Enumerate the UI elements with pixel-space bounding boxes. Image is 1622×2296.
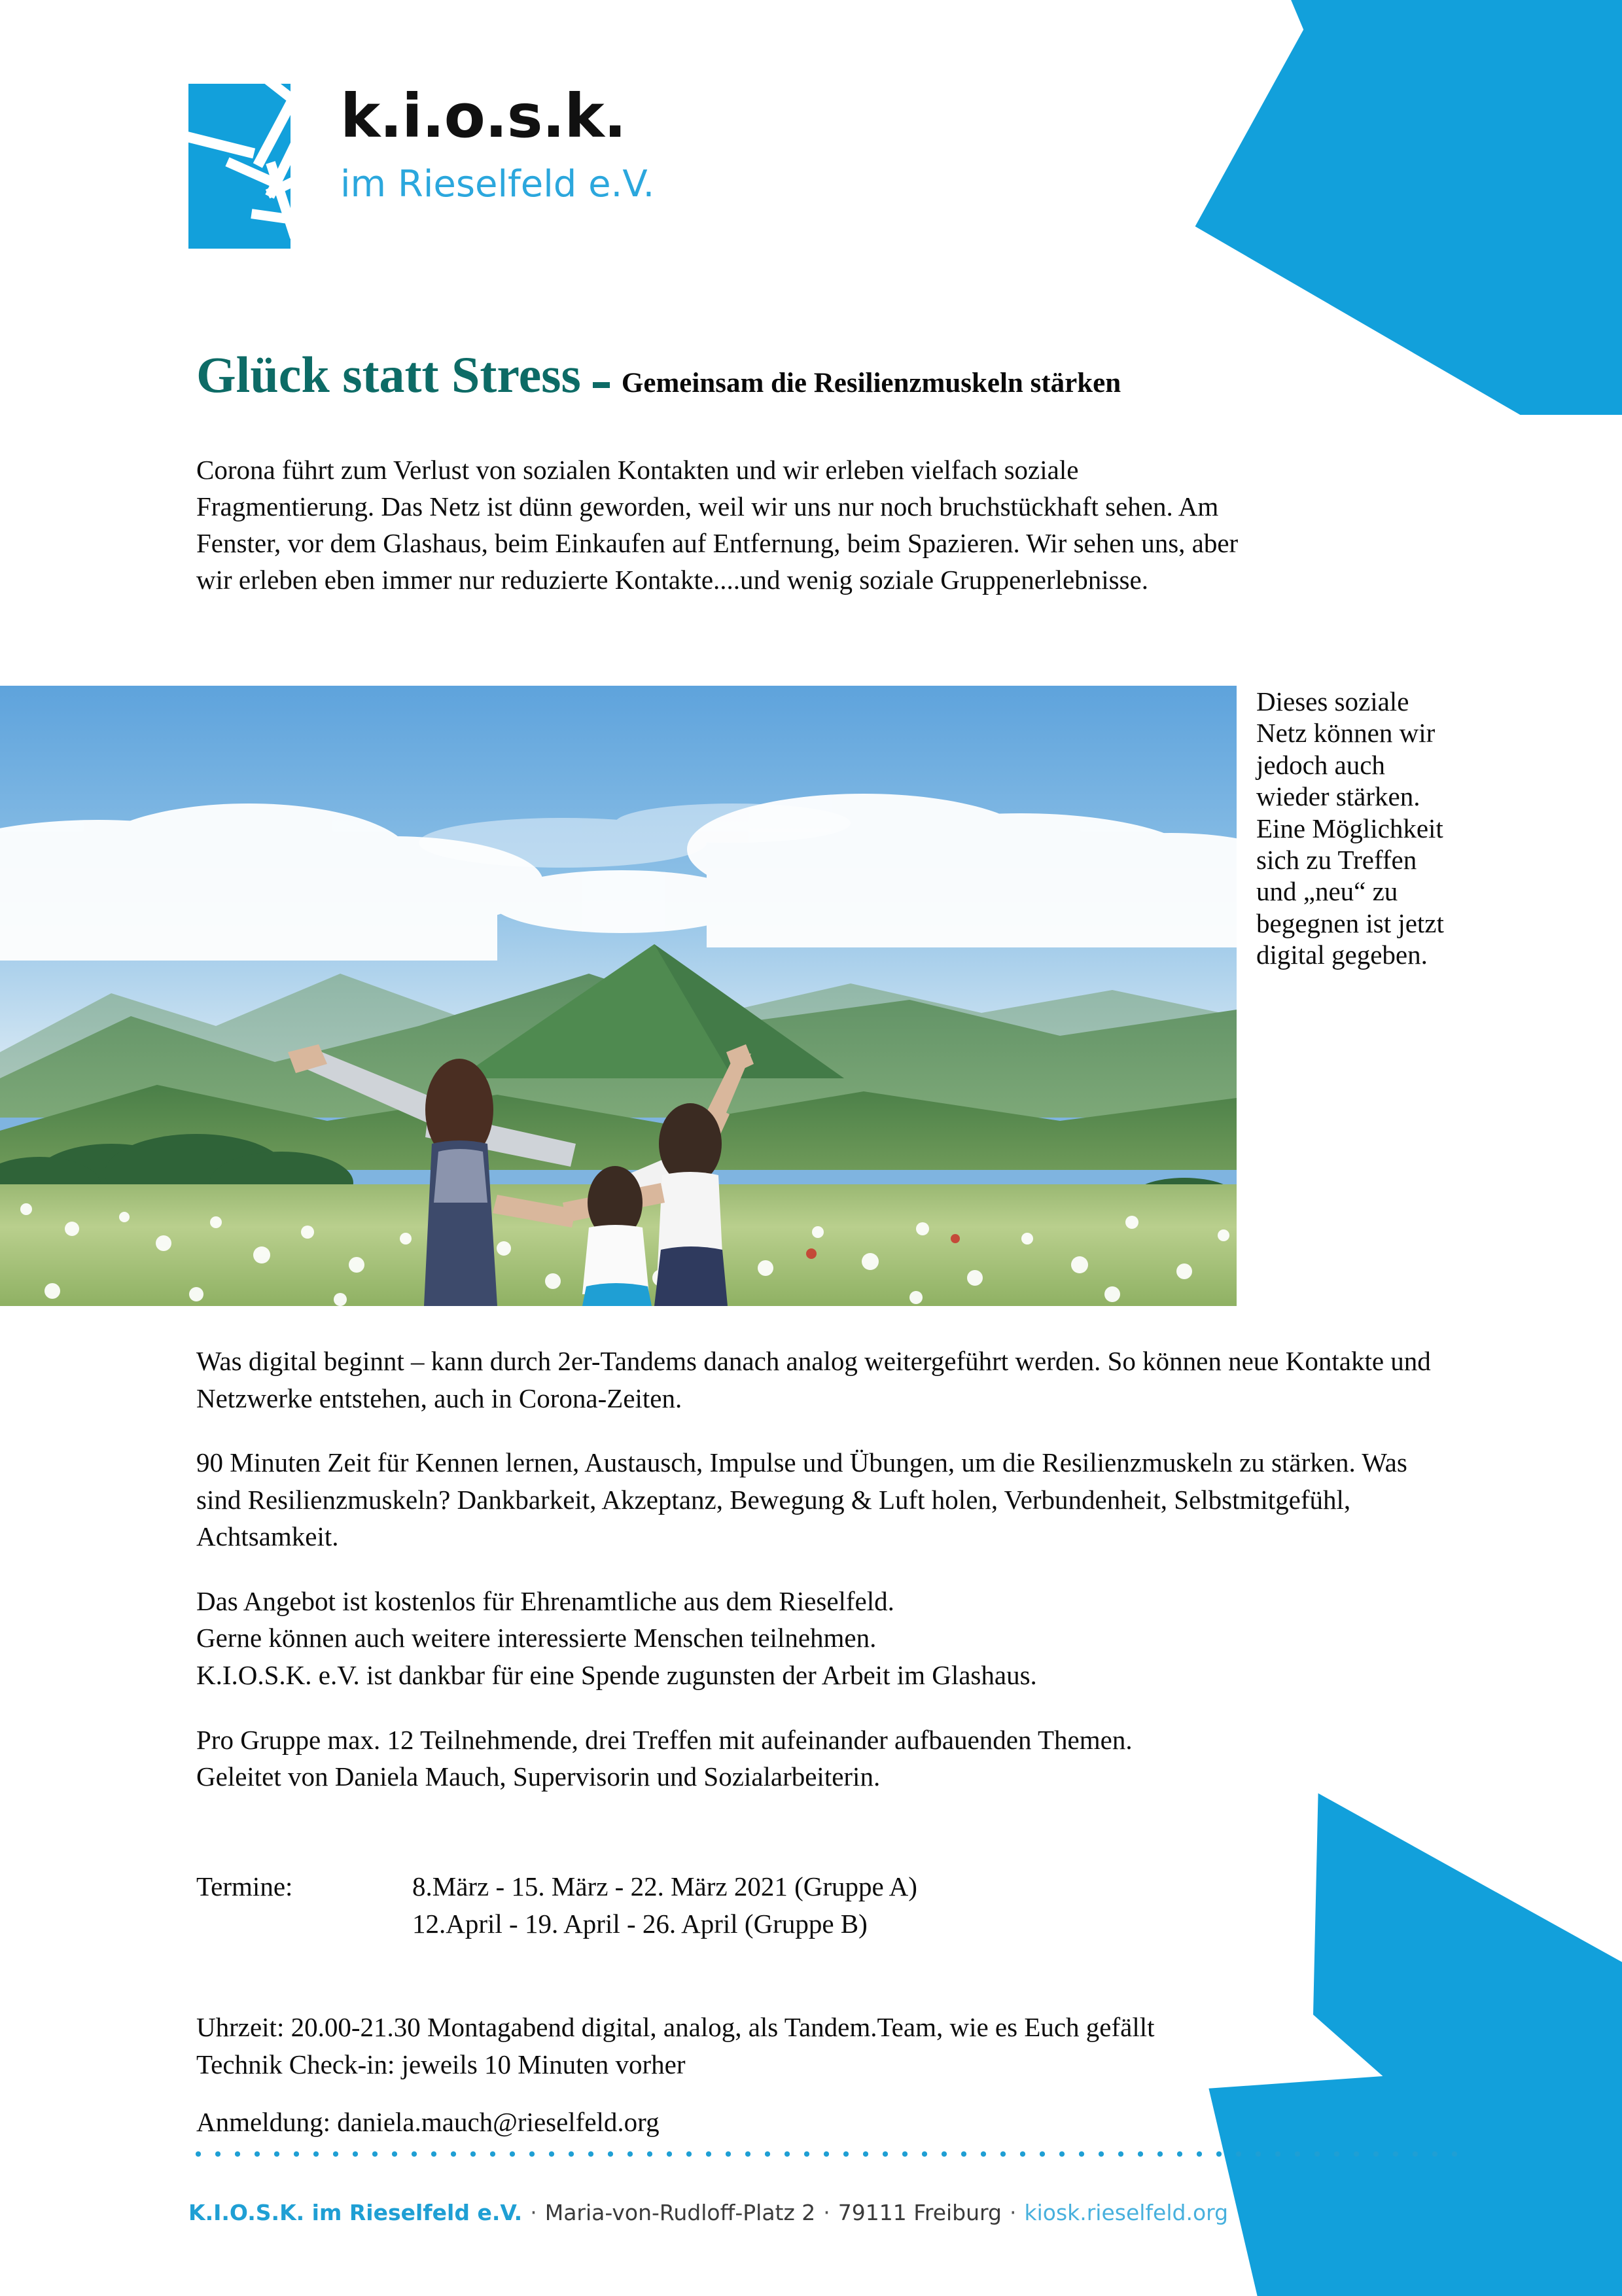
paragraph-kosten (196, 1583, 1439, 1694)
termine-group-b: 12.April - 19. April - 26. April (Gruppe B) (412, 1908, 868, 1939)
uhrzeit-block (196, 2009, 1155, 2083)
paragraph-tandem: Was digital beginnt – kann durch 2er-Tandems danach analog weitergeführt werden. So können neue Kontakte und Netzwerke entstehen, auch in Corona-Zeiten. (196, 1346, 1431, 1413)
hero-photo (0, 686, 1237, 1306)
uhrzeit-line: Uhrzeit: 20.00-21.30 Montagabend digital, analog, als Tandem.Team, wie es Euch gefällt (196, 2012, 1155, 2042)
decorative-shape-top-right (1157, 0, 1622, 415)
kosten-line-3: K.I.O.S.K. e.V. ist dankbar für eine Spende zugunsten der Arbeit im Glashaus. (196, 1660, 1037, 1691)
kosten-line-1: Das Angebot ist kostenlos für Ehrenamtliche aus dem Rieselfeld. (196, 1585, 894, 1616)
footer-street: Maria-von-Rudloff-Platz 2 (544, 2200, 816, 2225)
footer-separator-3-icon: · (1009, 2200, 1017, 2225)
footer-org-name: K.I.O.S.K. im Rieselfeld e.V. (188, 2200, 523, 2225)
logo-main-text: k.i.o.s.k. (340, 81, 626, 151)
paragraph-gruppe (196, 1722, 1439, 1795)
termine-label: Termine: (196, 1871, 293, 1901)
headline-dash-icon (593, 382, 610, 388)
footer-city: 79111 Freiburg (837, 2200, 1002, 2225)
footer (188, 2200, 1228, 2225)
footer-website-link[interactable]: kiosk.rieselfeld.org (1024, 2200, 1229, 2225)
termine-row-a (196, 1868, 917, 1905)
headline-sub-text: Gemeinsam die Resilienzmuskeln stärken (621, 368, 1121, 398)
footer-separator-1-icon: · (530, 2200, 537, 2225)
decorative-shape-bottom-right (1164, 1707, 1622, 2296)
gruppe-line-1: Pro Gruppe max. 12 Teilnehmende, drei Treffen mit aufeinander aufbauenden Themen. (196, 1724, 1133, 1755)
gruppe-line-2: Geleitet von Daniela Mauch, Supervisorin und Sozialarbeiterin. (196, 1761, 881, 1792)
termine-group-a: 8.März - 15. März - 22. März 2021 (Gruppe A) (412, 1871, 917, 1901)
body-content (196, 1343, 1439, 1795)
logo (188, 81, 655, 249)
kiosk-logo-mark-icon (188, 84, 291, 249)
paragraph-resilienz: 90 Minuten Zeit für Kennen lernen, Austausch, Impulse und Übungen, um die Resilienzmuskeln zu stärken. Was sind Resilienzmuskeln? Dankbarkeit, Akzeptanz, Bewegung & Luft holen, Verbundenheit, Selbstmitgefühl, Achtsamkeit. (196, 1447, 1407, 1552)
hero-photo-illustration (0, 686, 1237, 1306)
page-title (196, 345, 1121, 404)
footer-separator-2-icon: · (823, 2200, 830, 2225)
anmeldung-line[interactable]: Anmeldung: daniela.mauch@rieselfeld.org (196, 2107, 660, 2137)
technik-checkin-line: Technik Check-in: jeweils 10 Minuten vorher (196, 2049, 686, 2079)
logo-sub-text: im Rieselfeld e.V. (340, 163, 655, 205)
side-column-paragraph: Dieses soziale Netz können wir jedoch auch wieder stärken. Eine Möglichkeit sich zu Treffen und „neu“ zu begegnen ist jetzt digital gegeben. (1256, 686, 1444, 970)
termine-block (196, 1868, 917, 1942)
kosten-line-2: Gerne können auch weitere interessierte Menschen teilnehmen. (196, 1623, 877, 1653)
footer-divider (188, 2149, 1458, 2159)
headline-main-text: Glück statt Stress (196, 346, 581, 403)
intro-paragraph: Corona führt zum Verlust von sozialen Kontakten und wir erleben vielfach soziale Fragmentierung. Das Netz ist dünn geworden, weil wir uns nur noch bruchstückhaft sehen. Am Fenster, vor dem Glashaus, beim Einkaufen auf Entfernung, beim Spazieren. Wir sehen uns, aber wir erleben eben immer nur reduzierte Kontakte....und wenig soziale Gruppenerlebnisse. (196, 455, 1239, 595)
logo-wordmark (340, 81, 655, 205)
